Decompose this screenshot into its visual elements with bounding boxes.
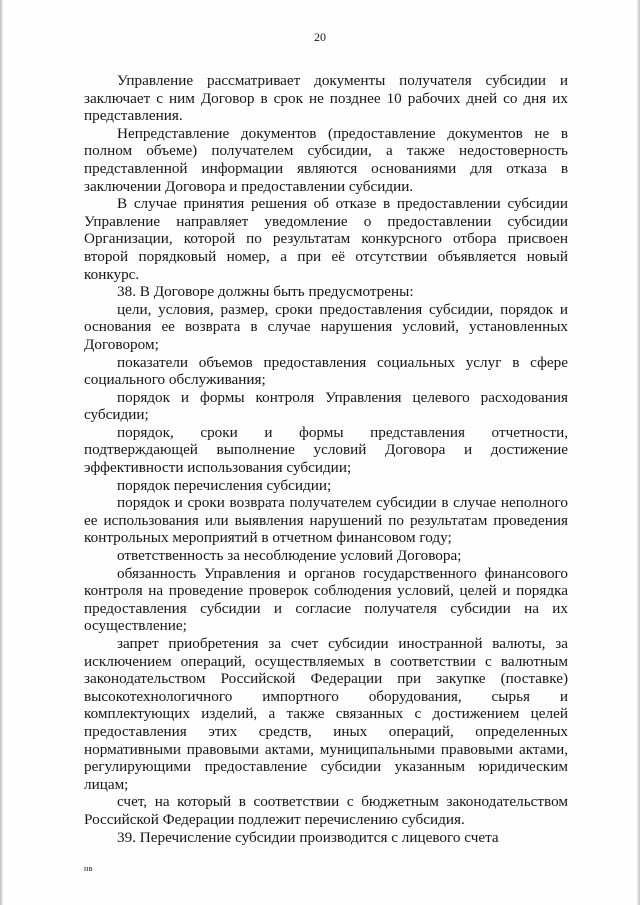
footer-code: нв	[84, 864, 94, 873]
list-item: порядок и сроки возврата получателем субсидии в случае неполного ее использования или выявления нарушений по результатам проведения контрольных мероприятий в отчетном финансовом году;	[84, 494, 568, 547]
list-item: порядок и формы контроля Управления целевого расходования субсидии;	[84, 388, 568, 424]
section-heading-38: 38. В Договоре должны быть предусмотрены:	[117, 283, 414, 301]
list-item: обязанность Управления и органов государственного финансового контроля на проведение проверок соблюдения условий, целей и порядка предоставления субсидии и согласие получателя субсидии на их осуществление;	[84, 564, 568, 635]
paragraph: Управление рассматривает документы получателя субсидии и заключает с ним Договор в срок не позднее 10 рабочих дней со дня их представления.	[84, 72, 568, 125]
list-item: цели, условия, размер, сроки предоставления субсидии, порядок и основания ее возврата в случае нарушения условий, установленных Договором;	[84, 300, 568, 353]
scan-edge-left	[0, 0, 3, 905]
paragraph: Непредставление документов (предоставление документов не в полном объеме) получателем субсидии, а также недостоверность представленной информации являются основаниями для отказа в заключении Договора и предоставлении субсидии.	[84, 124, 568, 195]
list-item: показатели объемов предоставления социальных услуг в сфере социального обслуживания;	[84, 353, 568, 389]
document-body	[84, 72, 568, 846]
list-item: порядок, сроки и формы представления отчетности, подтверждающей выполнение условий Договора и достижение эффективности использования субсидии;	[84, 423, 568, 477]
section-39-start: 39. Перечисление субсидии производится с лицевого счета	[117, 828, 499, 846]
list-item: запрет приобретения за счет субсидии иностранной валюты, за исключением операций, осуществляемых в соответствии с валютным законодательством Российской Федерации при закупке (поставке) высокотехнологичного импортного оборудования, сырья и комплектующих изделий, а также связанных с достижением целей предоставления этих средств, иных операций, определенных нормативными правовыми актами, муниципальными правовыми актами, регулирующими предоставление субсидии указанным юридическим лицам;	[84, 635, 568, 793]
paragraph: В случае принятия решения об отказе в предоставлении субсидии Управление направляет уведомление о предоставлении субсидии Организации, которой по результатам конкурсного отбора присвоен второй порядковый номер, а при её отсутствии объявляется новый конкурс.	[84, 195, 568, 283]
list-item: счет, на который в соответствии с бюджетным законодательством Российской Федерации подлежит перечислению субсидия.	[84, 793, 568, 828]
list-item: ответственность за несоблюдение условий Договора;	[117, 547, 462, 565]
page-number: 20	[314, 30, 326, 44]
list-item: порядок перечисления субсидии;	[117, 476, 332, 494]
